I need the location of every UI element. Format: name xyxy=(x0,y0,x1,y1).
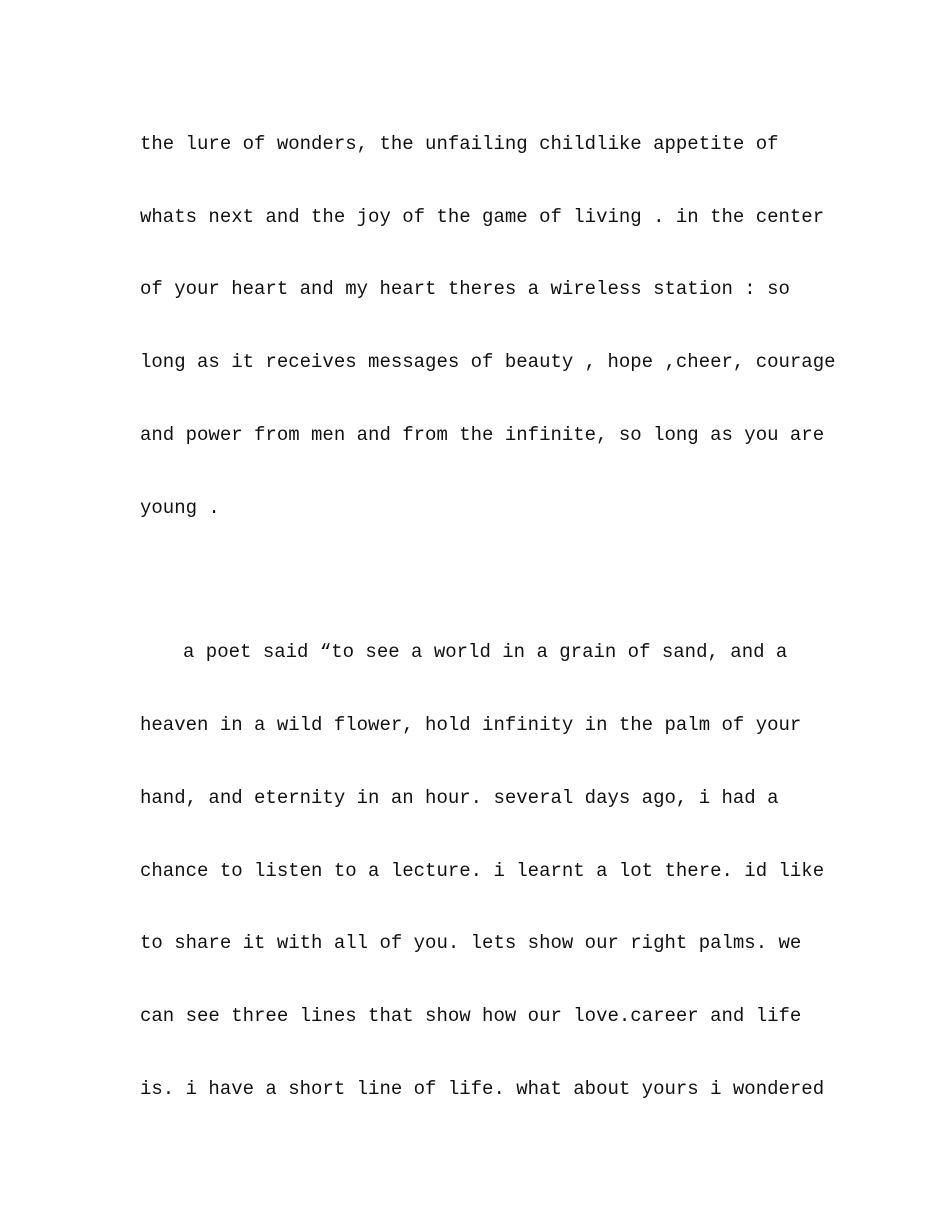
text-line: young . xyxy=(140,497,220,519)
text-line: and power from men and from the infinite, so long as you are xyxy=(140,424,825,446)
text-line: to share it with all of you. lets show our right palms. we xyxy=(140,932,802,954)
text-line: chance to listen to a lecture. i learnt a lot there. id like xyxy=(140,860,825,882)
text-line: of your heart and my heart theres a wireless station : so xyxy=(140,278,790,300)
text-line: a poet said “to see a world in a grain of sand, and a xyxy=(183,641,788,663)
text-line: can see three lines that show how our love.career and life xyxy=(140,1005,802,1027)
text-line: heaven in a wild flower, hold infinity in the palm of your xyxy=(140,714,802,736)
text-line: hand, and eternity in an hour. several days ago, i had a xyxy=(140,787,779,809)
text-line: the lure of wonders, the unfailing childlike appetite of xyxy=(140,133,779,155)
text-line: whats next and the joy of the game of living . in the center xyxy=(140,206,825,228)
text-line: long as it receives messages of beauty , hope ,cheer, courage xyxy=(140,351,836,373)
text-line: is. i have a short line of life. what about yours i wondered xyxy=(140,1078,825,1100)
